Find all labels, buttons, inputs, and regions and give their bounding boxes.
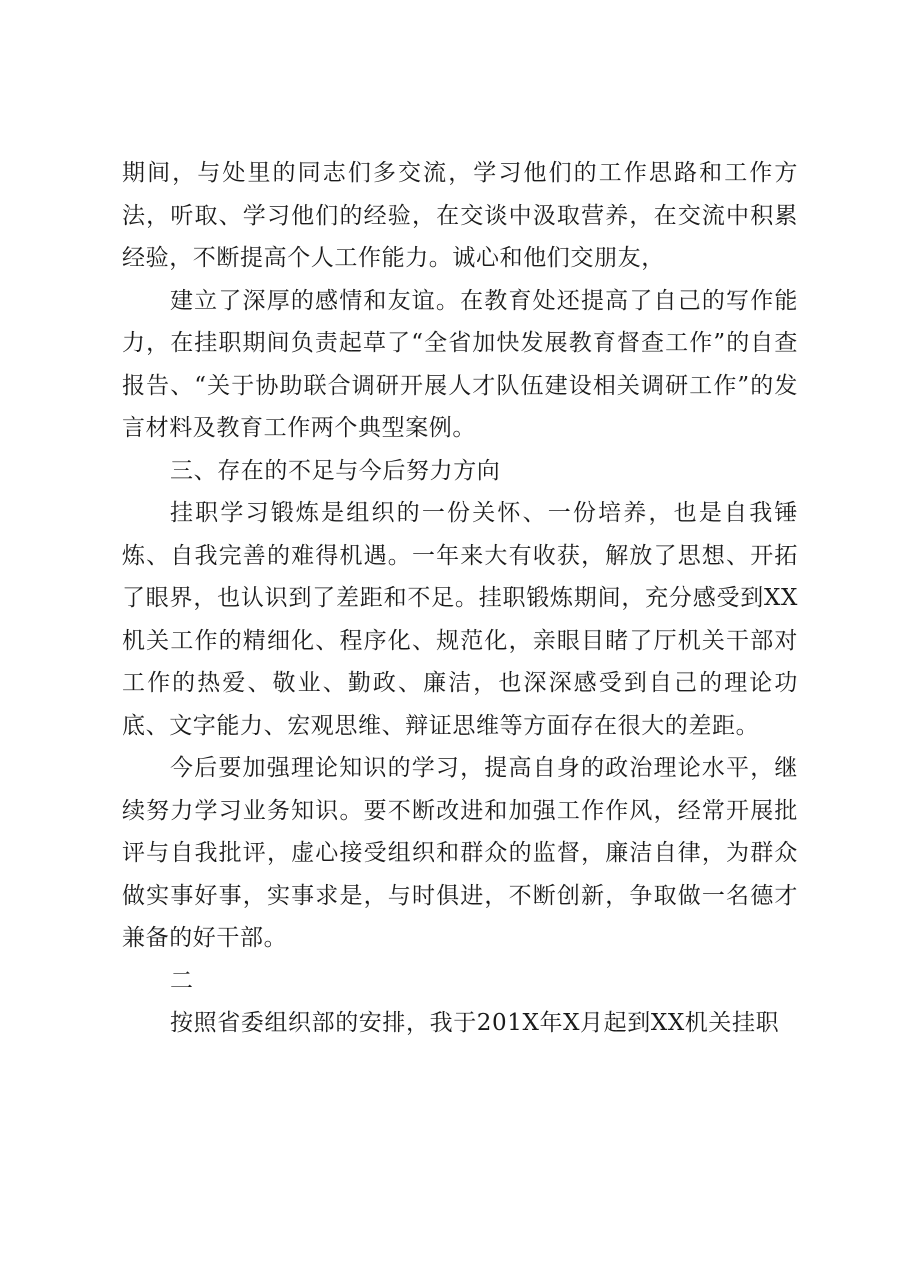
section-heading-3: 三、存在的不足与今后努力方向 — [170, 457, 501, 484]
paragraph-4: 挂职学习锻炼是组织的一份关怀、一份培养，也是自我锤炼、自我完善的难得机遇。一年来大有收获，解放了思想、开拓了眼界，也认识到了差距和不足。挂职锻炼期间，充分感受到XX机关工作的精细化、程序化、规范化，亲眼目睹了厅机关干部对工作的热爱、敬业、勤政、廉洁，也深深感受到自己的理论功底、文字能力、宏观思维、辩证思维等方面存在很大的差距。 — [122, 500, 798, 739]
document-body — [122, 152, 798, 1045]
paragraph-7: 按照省委组织部的安排，我于201X年X月起到XX机关挂职 — [170, 1010, 780, 1036]
paragraph-2: 建立了深厚的感情和友谊。在教育处还提高了自己的写作能力，在挂职期间负责起草了“全省加快发展教育督查工作”的自查报告、“关于协助联合调研开展人才队伍建设相关调研工作”的发言材料及教育工作两个典型案例。 — [122, 287, 798, 441]
paragraph-1: 期间，与处里的同志们多交流，学习他们的工作思路和工作方法，听取、学习他们的经验，在交谈中汲取营养，在交流中积累经验，不断提高个人工作能力。诚心和他们交朋友， — [122, 160, 798, 271]
paragraph-5: 今后要加强理论知识的学习，提高自身的政治理论水平，继续努力学习业务知识。要不断改进和加强工作作风，经常开展批评与自我批评，虚心接受组织和群众的监督，廉洁自律，为群众做实事好事，实事求是，与时俱进，不断创新，争取做一名德才兼备的好干部。 — [122, 755, 798, 951]
section-heading-2: 二 — [170, 967, 194, 994]
